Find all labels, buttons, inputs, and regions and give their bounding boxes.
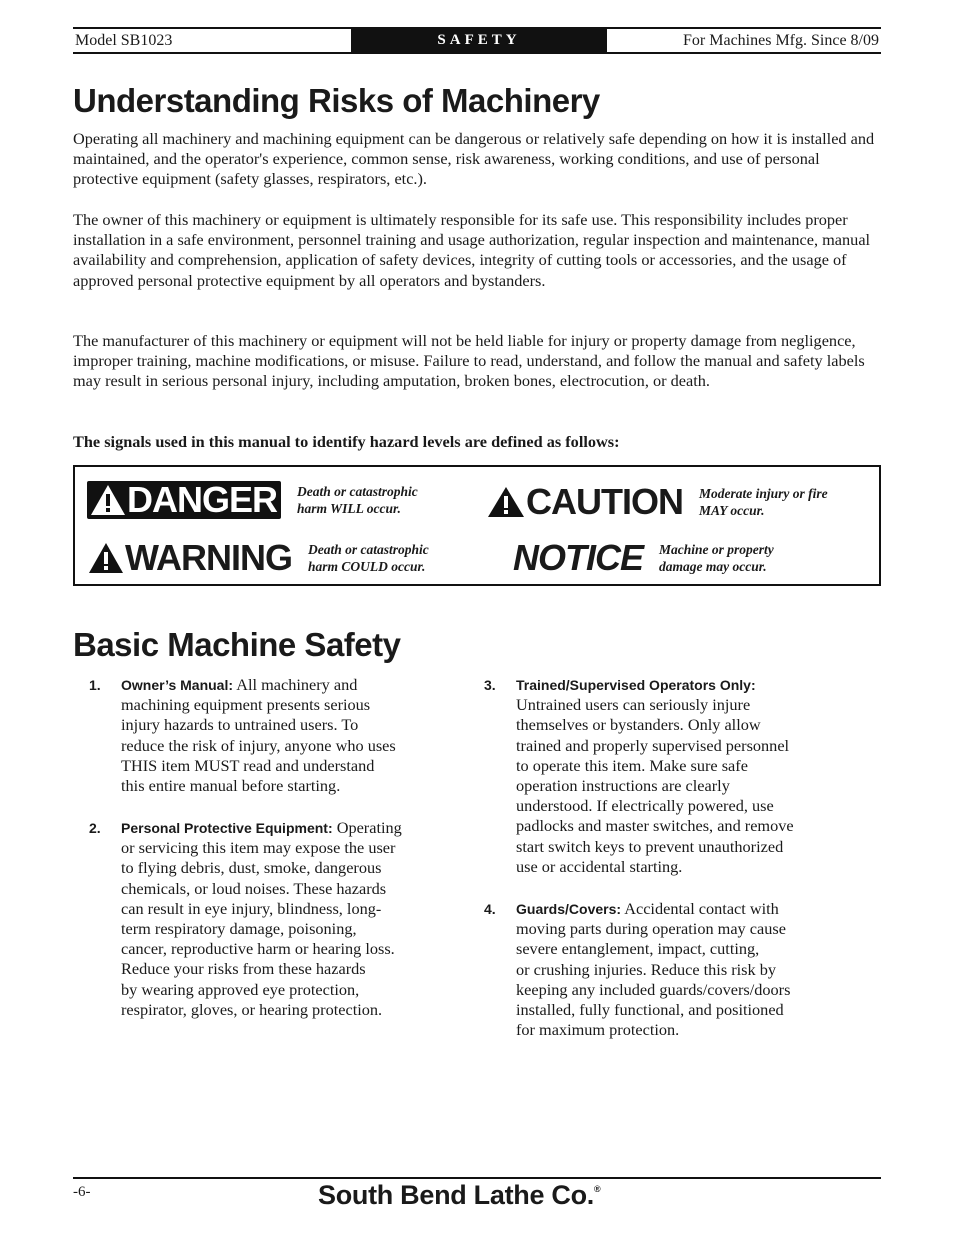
item-number: 3.: [484, 677, 496, 693]
paragraph-owner: The owner of this machinery or equipment is ultimately responsible for its safe use. This responsibility includes proper installation in a safe environment, personnel training and usage authorization, regular inspection and maintenance, manual availability and comprehension, application of safety devices, integrity of cutting tools or accessories, and the usage of approved personal protective equipment by all operators and bystanders.: [73, 210, 871, 290]
registered-mark: ®: [593, 1184, 601, 1194]
warning-triangle-icon: [89, 483, 127, 517]
caution-label: CAUTION: [526, 481, 683, 522]
hazard-signals-box: [73, 465, 881, 586]
list-item: 4. Guards/Covers: Accidental contact with moving parts during operation may cause severe entanglement, impact, cutting, or crushing injuries. Reduce this risk by keeping any included guards/covers/doors installed, fully functional, and positioned for maximum protection.: [484, 899, 791, 1040]
notice-label: NOTICE: [513, 537, 644, 578]
model-number: Model SB1023: [75, 31, 173, 49]
danger-label: DANGER: [127, 479, 278, 520]
warning-label: WARNING: [125, 537, 292, 578]
caution-description: Moderate injury or fire MAY occur.: [699, 486, 828, 518]
warning-triangle-icon: [87, 541, 125, 575]
item-heading: Guards/Covers:: [516, 901, 622, 917]
page-number: -6-: [73, 1184, 91, 1200]
item-number: 1.: [89, 677, 101, 693]
item-heading: Owner’s Manual:: [121, 677, 234, 693]
signal-danger: [87, 481, 418, 519]
item-number: 4.: [484, 901, 496, 917]
danger-description: Death or catastrophic harm WILL occur.: [297, 484, 418, 516]
notice-description: Machine or property damage may occur.: [659, 542, 774, 574]
paragraph-manufacturer: The manufacturer of this machinery or equipment will not be held liable for injury or property damage from negligence, improper training, machine modifications, or misuse. Failure to read, understand, and follow the manual and safety labels may result in serious personal injury, including amputation, broken bones, electrocution, or death.: [73, 331, 865, 391]
section-tab: SAFETY: [351, 29, 607, 52]
section-title-risks: Understanding Risks of Machinery: [73, 82, 600, 119]
item-number: 2.: [89, 820, 101, 836]
list-item: 3. Trained/Supervised Operators Only: Untrained users can seriously injure themselves or bystanders. Only allow trained and properly supervised personnel to operate this item. Make sure safe operation instructions are clearly understood. If electrically powered, use padlocks and master switches, and remove start switch keys to prevent unauthorized use or accidental starting.: [484, 677, 794, 876]
paragraph-operating: Operating all machinery and machining equipment can be dangerous or relatively safe depending on how it is installed and maintained, and the operator's experience, common sense, risk awareness, working conditions, and use of personal protective equipment (safety glasses, respirators, etc.).: [73, 129, 875, 189]
signal-caution: [486, 481, 828, 523]
warning-description: Death or catastrophic harm COULD occur.: [308, 542, 429, 574]
section-title-basic-safety: Basic Machine Safety: [73, 626, 401, 663]
caution-triangle-icon: [486, 485, 526, 519]
signal-warning: [87, 537, 429, 579]
mfg-date: For Machines Mfg. Since 8/09: [683, 31, 879, 49]
item-heading: Trained/Supervised Operators Only:: [516, 677, 756, 693]
paragraph-signals-intro: The signals used in this manual to identify hazard levels are defined as follows:: [73, 432, 620, 451]
signal-notice: [513, 537, 774, 579]
list-item: 2. Personal Protective Equipment: Operating or servicing this item may expose the user to flying debris, dust, smoke, dangerous chemicals, or loud noises. These hazards can result in eye injury, blindness, long- term respiratory damage, poisoning, cancer, reproductive harm or hearing loss. Reduce your risks from these hazards by wearing approved eye protection, respirator, gloves, or hearing protection.: [89, 818, 402, 1019]
item-heading: Personal Protective Equipment:: [121, 820, 333, 836]
page-header: [73, 27, 881, 54]
list-item: 1. Owner’s Manual: All machinery and machining equipment presents serious injury hazards to untrained users. To reduce the risk of injury, anyone who uses THIS item MUST read and understand this entire manual before starting.: [89, 675, 396, 796]
brand-logo: South Bend Lathe Co.®: [318, 1180, 601, 1210]
footer-divider: [73, 1177, 881, 1179]
